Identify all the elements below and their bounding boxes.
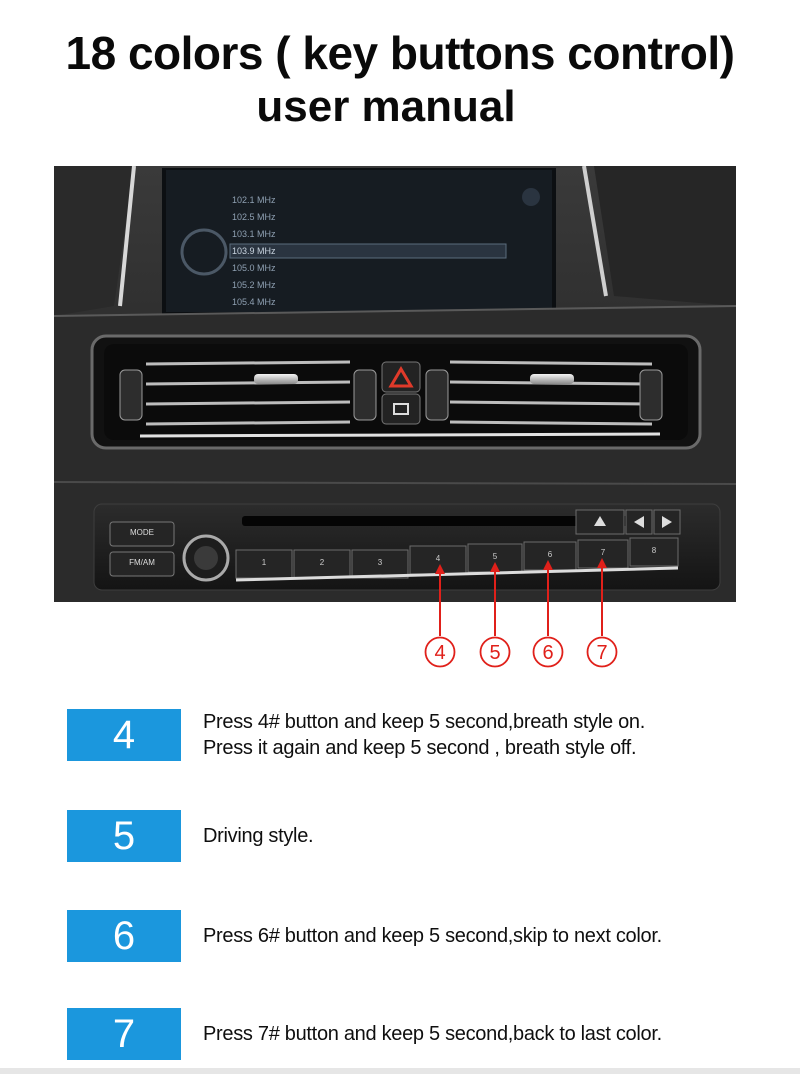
frequency-item: 102.5 MHz (232, 212, 276, 222)
step-6 (67, 910, 767, 962)
mode-button-label: MODE (130, 528, 154, 537)
preset-8-label: 8 (651, 546, 657, 555)
step-4-description (203, 709, 645, 761)
preset-1-label: 1 (261, 558, 267, 567)
preset-7-label: 7 (600, 548, 606, 557)
frequency-list (232, 192, 276, 311)
step-6-number: 6 (67, 910, 181, 962)
frequency-item-selected: 103.9 MHz (232, 246, 276, 256)
bottom-divider (0, 1068, 800, 1074)
manual-title: 18 colors ( key buttons control) (65, 27, 735, 79)
frequency-item: 105.4 MHz (232, 297, 276, 307)
frequency-item: 105.2 MHz (232, 280, 276, 290)
step-7-number: 7 (67, 1008, 181, 1060)
preset-2-label: 2 (319, 558, 325, 567)
step-4-line-2: Press it again and keep 5 second , breath style off. (203, 737, 637, 759)
fmam-button-label: FM/AM (129, 558, 155, 567)
callout-4 (424, 636, 456, 668)
step-4-line-1: Press 4# button and keep 5 second,breath style on. (203, 711, 645, 733)
step-4 (67, 709, 767, 761)
callout-7-number: 7 (596, 642, 608, 664)
callout-6 (532, 636, 564, 668)
manual-subtitle: user manual (256, 82, 516, 131)
step-7-description: Press 7# button and keep 5 second,back to last color. (203, 1023, 662, 1045)
step-6-description: Press 6# button and keep 5 second,skip to next color. (203, 925, 662, 947)
callout-6-number: 6 (542, 642, 554, 664)
step-5 (67, 810, 767, 862)
callout-4-number: 4 (434, 642, 446, 664)
callout-5 (479, 636, 511, 668)
preset-4-label: 4 (435, 554, 441, 563)
step-5-description: Driving style. (203, 825, 314, 847)
step-5-number: 5 (67, 810, 181, 862)
callout-7 (586, 636, 618, 668)
preset-5-label: 5 (492, 552, 498, 561)
callout-leaders (0, 602, 800, 638)
frequency-item: 105.0 MHz (232, 263, 276, 273)
preset-6-label: 6 (547, 550, 553, 559)
callout-5-number: 5 (489, 642, 501, 664)
step-7 (67, 1008, 767, 1060)
frequency-item: 103.1 MHz (232, 229, 276, 239)
dashboard-photo (54, 166, 736, 602)
step-4-number: 4 (67, 709, 181, 761)
frequency-item: 102.1 MHz (232, 195, 276, 205)
preset-3-label: 3 (377, 558, 383, 567)
